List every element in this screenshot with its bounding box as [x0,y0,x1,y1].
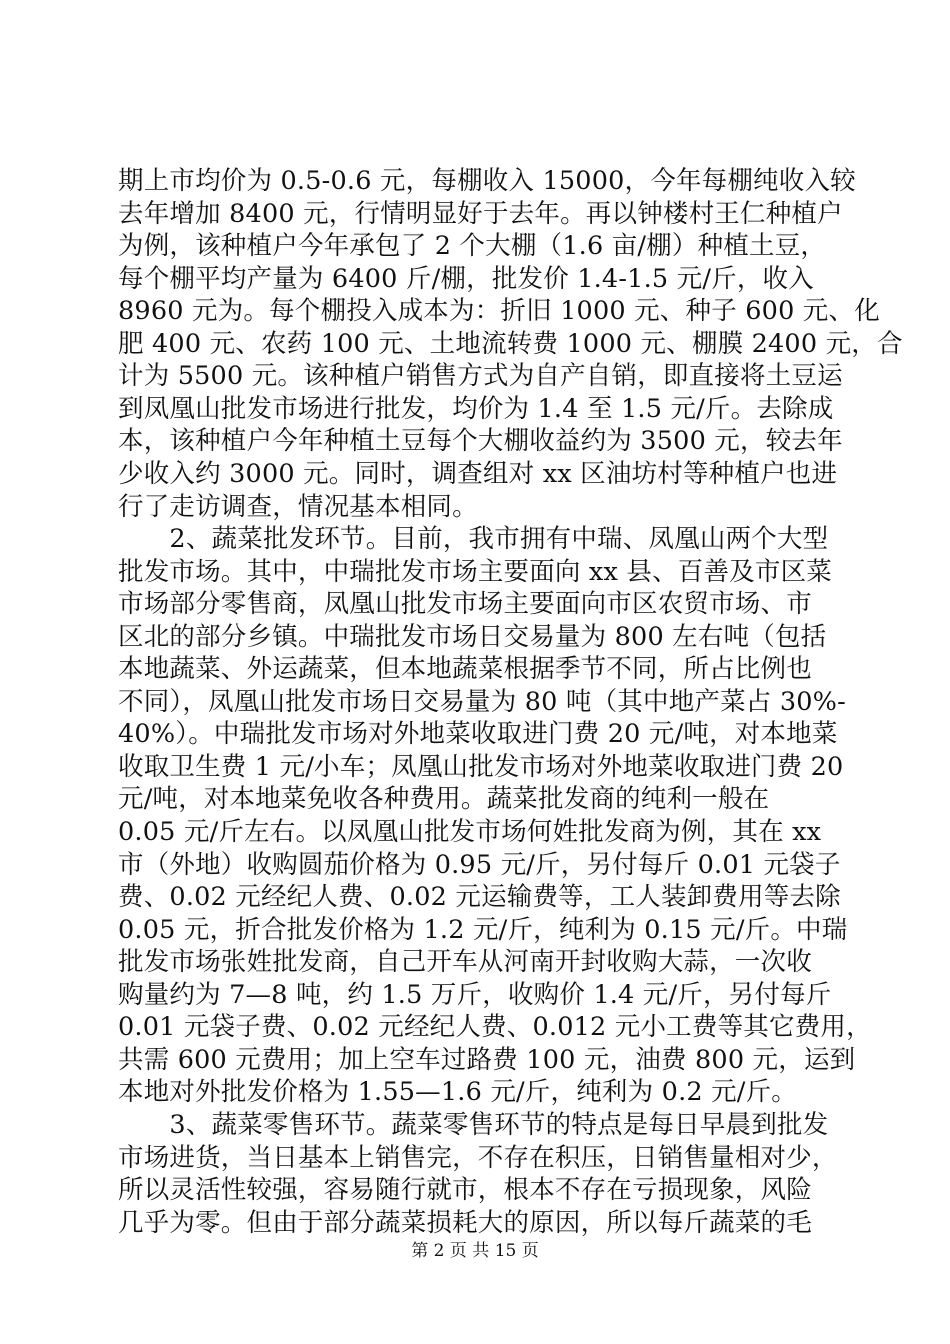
text-line: 计为 5500 元。该种植户销售方式为自产自销，即直接将土豆运 [118,361,843,392]
text-line: 去年增加 8400 元，行情明显好于去年。再以钟楼村王仁种植户 [118,198,843,229]
text-line: 市场部分零售商，凤凰山批发市场主要面向市区农贸市场、市 [118,589,812,620]
text-line: 为例，该种植户今年承包了 2 个大棚（1.6 亩/棚）种植土豆， [118,231,827,262]
text-line: 0.01 元袋子费、0.02 元经纪人费、0.012 元小工费等其它费用， [118,1012,872,1043]
text-line: 3、蔬菜零售环节。蔬菜零售环节的特点是每日早晨到批发 [118,1109,829,1140]
text-line: 行了走访调查，情况基本相同。 [118,491,478,522]
text-line: 市场进货，当日基本上销售完，不存在积压，日销售量相对少， [118,1142,838,1173]
text-line: 批发市场张姓批发商，自己开车从河南开封收购大蒜，一次收 [118,947,812,978]
text-line: 几乎为零。但由于部分蔬菜损耗大的原因，所以每斤蔬菜的毛 [118,1207,812,1238]
text-line: 期上市均价为 0.5-0.6 元，每棚收入 15000，今年每棚纯收入较 [118,166,856,196]
text-line: 2、蔬菜批发环节。目前，我市拥有中瑞、凤凰山两个大型 [118,524,829,555]
text-line: 所以灵活性较强，容易随行就市，根本不存在亏损现象，风险 [118,1175,812,1206]
text-line: 收取卫生费 1 元/小车；凤凰山批发市场对外地菜收取进门费 20 [118,751,844,782]
text-line: 元/吨，对本地菜免收各种费用。蔬菜批发商的纯利一般在 [118,784,770,815]
text-line: 本，该种植户今年种植土豆每个大棚收益约为 3500 元，较去年 [118,426,843,457]
text-line: 0.05 元/斤左右。以凤凰山批发市场何姓批发商为例，其在 xx [118,817,822,847]
text-line: 购量约为 7—8 吨，约 1.5 万斤，收购价 1.4 元/斤，另付每斤 [118,979,832,1010]
text-line: 批发市场。其中，中瑞批发市场主要面向 xx 县、百善及市区菜 [118,556,832,587]
text-line: 本地对外批发价格为 1.55—1.6 元/斤，纯利为 0.2 元/斤。 [118,1077,797,1108]
text-line: 市（外地）收购圆茄价格为 0.95 元/斤，另付每斤 0.01 元袋子 [118,849,841,880]
text-line: 40%）。中瑞批发市场对外地菜收取进门费 20 元/吨，对本地菜 [118,719,838,750]
text-line: 共需 600 元费用；加上空车过路费 100 元，油费 800 元，运到 [118,1044,856,1075]
page-footer: 第 2 页 共 15 页 [411,1241,539,1261]
text-line: 8960 元为。每个棚投入成本为：折旧 1000 元、种子 600 元、化 [118,296,880,327]
text-line: 不同），凤凰山批发市场日交易量为 80 吨（其中地产菜占 30%- [118,686,846,717]
text-line: 本地蔬菜、外运蔬菜，但本地蔬菜根据季节不同，所占比例也 [118,654,812,685]
text-line: 区北的部分乡镇。中瑞批发市场日交易量为 800 左右吨（包括 [118,621,827,652]
text-line: 每个棚平均产量为 6400 斤/棚，批发价 1.4-1.5 元/斤，收入 [118,263,814,294]
text-line: 费、0.02 元经纪人费、0.02 元运输费等，工人装卸费用等去除 [118,882,841,913]
text-line: 0.05 元，折合批发价格为 1.2 元/斤，纯利为 0.15 元/斤。中瑞 [118,914,848,945]
text-line: 少收入约 3000 元。同时，调查组对 xx 区油坊村等种植户也进 [118,458,838,489]
text-line: 到凤凰山批发市场进行批发，均价为 1.4 至 1.5 元/斤。去除成 [118,393,834,424]
text-line: 肥 400 元、农药 100 元、土地流转费 1000 元、棚膜 2400 元，合 [118,328,903,359]
